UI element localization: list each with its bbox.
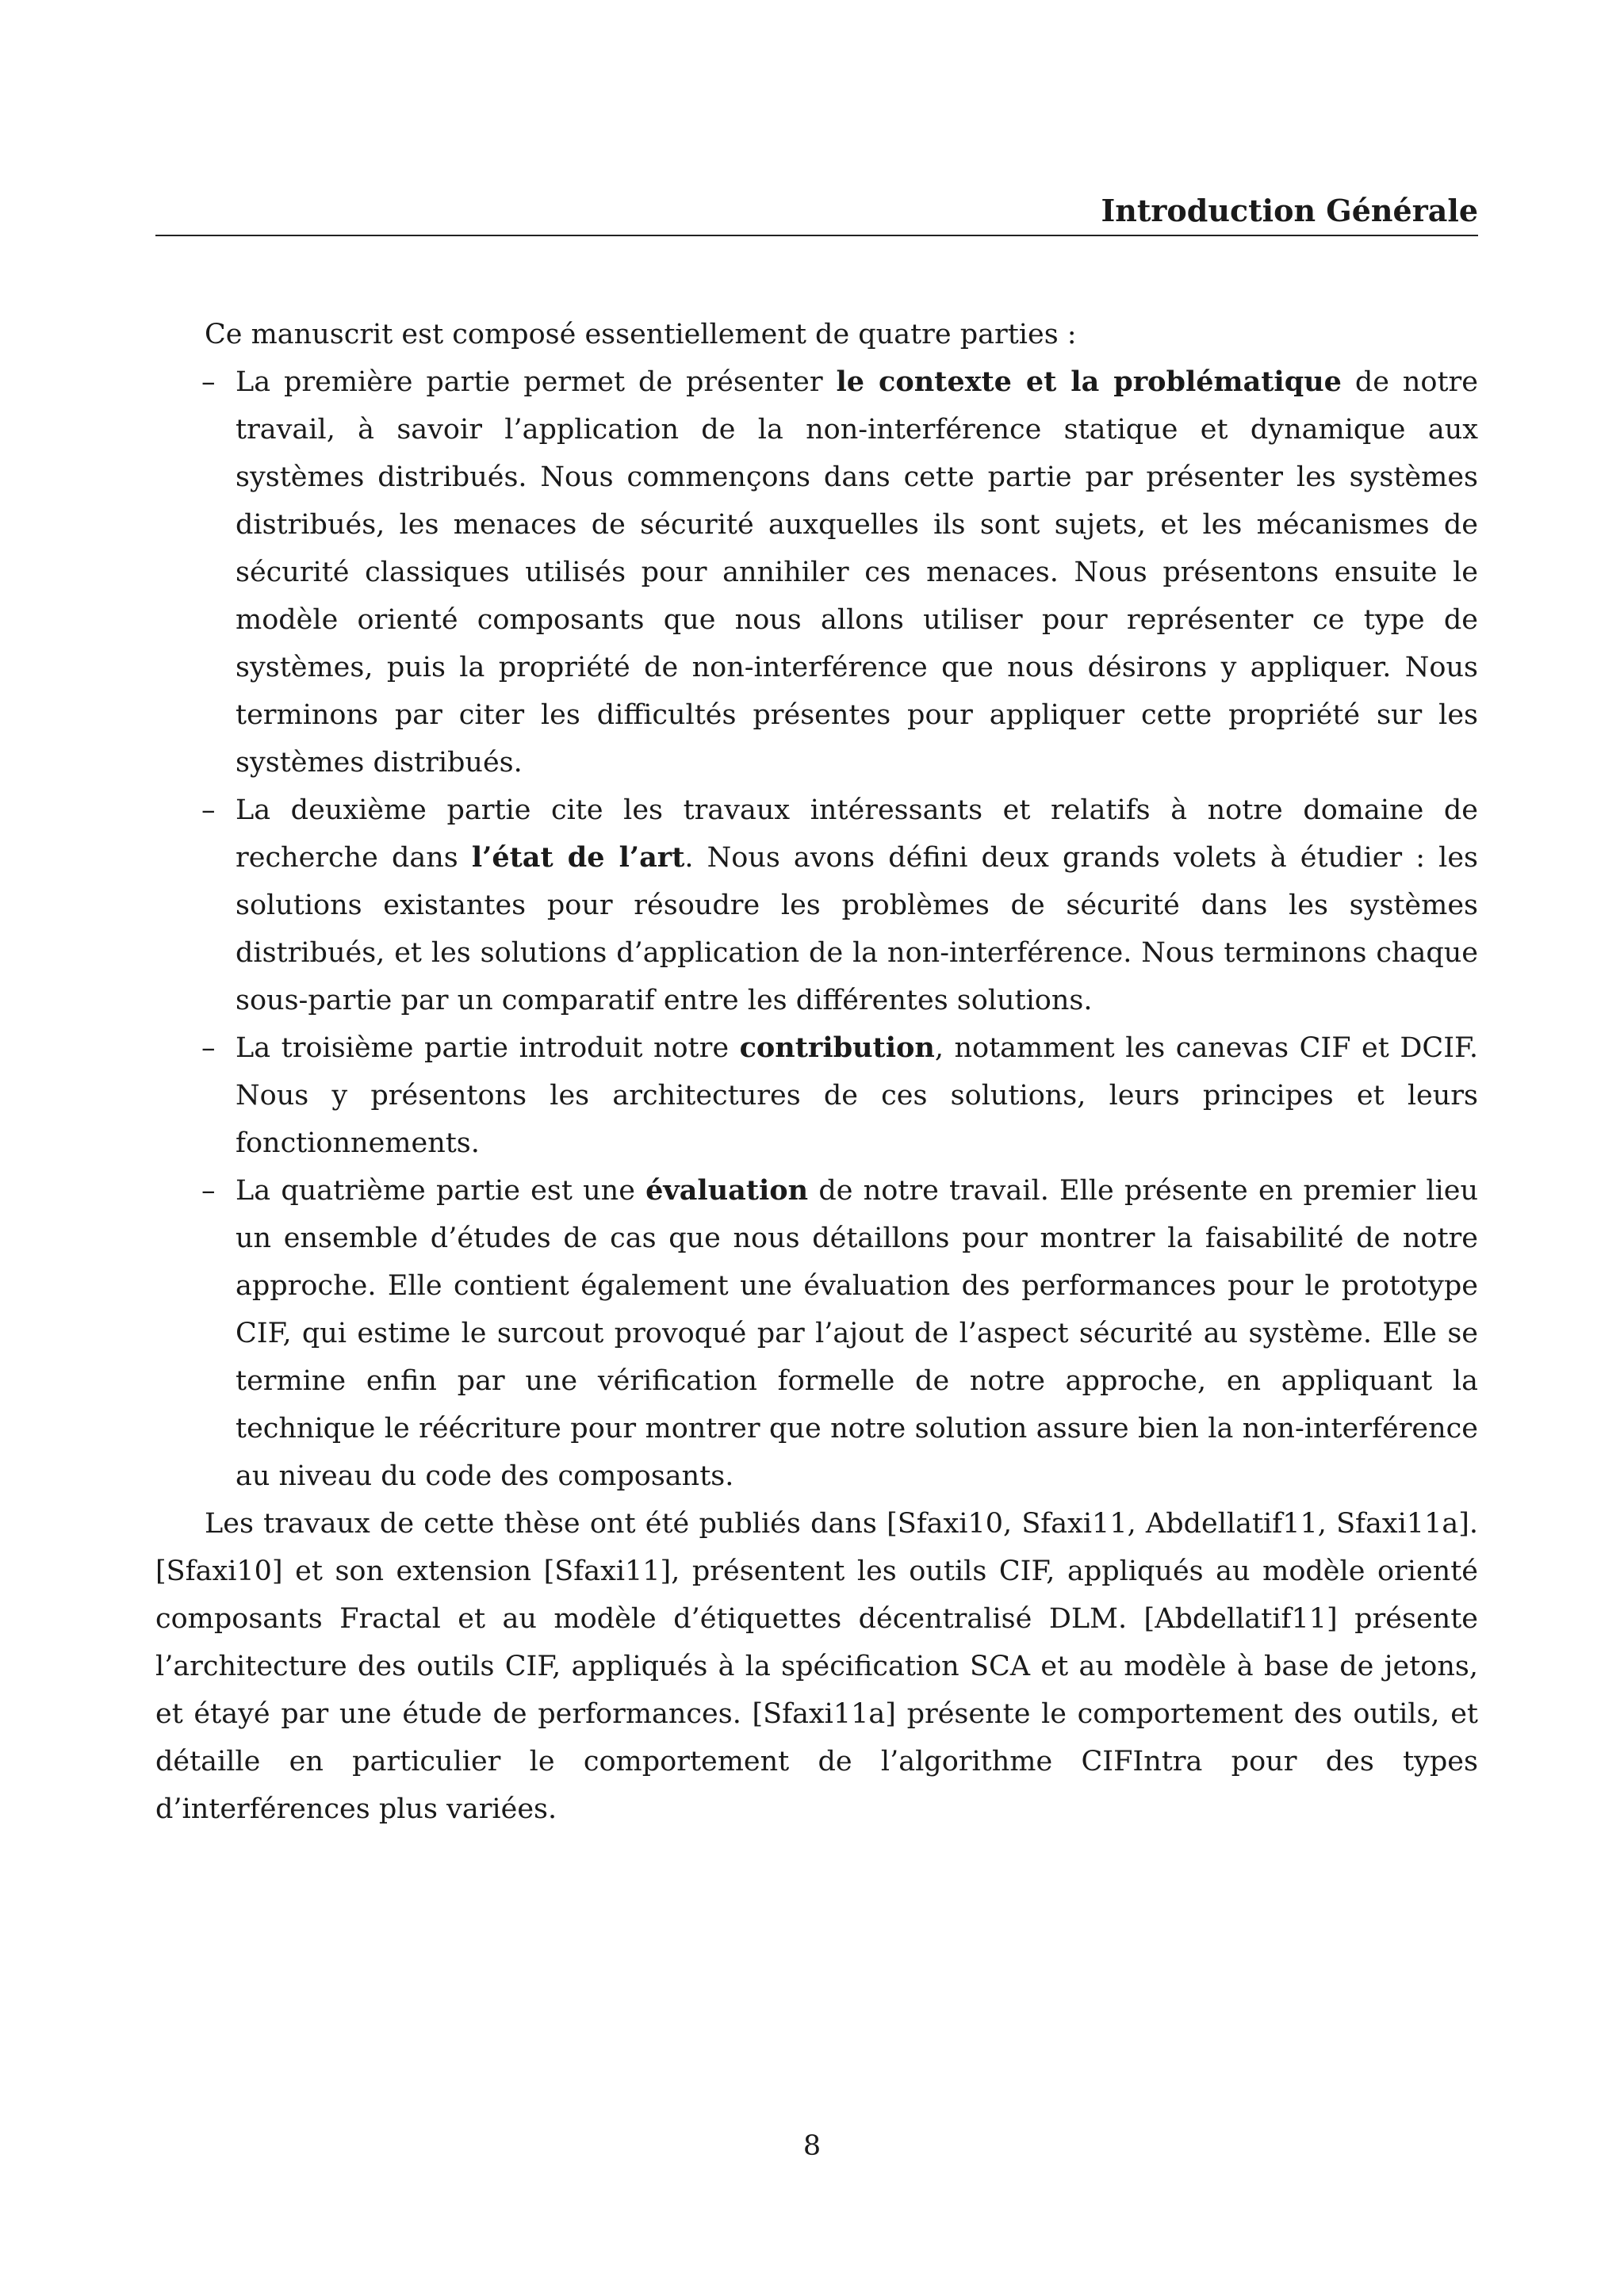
running-header bbox=[155, 187, 1478, 235]
list-item: – La première partie permet de présenter le contexte et la problématique de notre travail, à savoir l’application de la non-interférence statique et dynamique aux systèmes distribués. Nous commençons dans cette partie par présenter les systèmes distribués, les menaces de sécurité auxquelles ils sont sujets, et les mécanismes de sécurité classiques utilisés pour annihiler ces menaces. Nous présentons ensuite le modèle orienté composants que nous allons utiliser pour représenter ce type de systèmes, puis la propriété de non-interférence que nous désirons y appliquer. Nous terminons par citer les difficultés présentes pour appliquer cette propriété sur les systèmes distribués. bbox=[155, 358, 1478, 786]
intro-paragraph: Ce manuscrit est composé essentiellement de quatre parties : bbox=[205, 319, 1077, 350]
bold-term: le contexte et la problématique bbox=[836, 365, 1342, 398]
bold-term: évaluation bbox=[645, 1174, 809, 1207]
list-item: – La deuxième partie cite les travaux intéressants et relatifs à notre domaine de recherche dans l’état de l’art. Nous avons défini deux grands volets à étudier : les solutions existantes pour résoudre les problèmes de sécurité dans les systèmes distribués, et les solutions d’application de la non-interférence. Nous terminons chaque sous-partie par un comparatif entre les différentes solutions. bbox=[155, 786, 1478, 1024]
parts-list bbox=[155, 358, 1478, 1500]
page-number: 8 bbox=[802, 2130, 822, 2162]
page-body bbox=[155, 311, 1478, 1833]
bold-term: l’état de l’art bbox=[471, 841, 685, 874]
chapter-title: Introduction Générale bbox=[1101, 193, 1478, 228]
header-rule bbox=[155, 235, 1478, 236]
bold-term: contribution bbox=[739, 1031, 935, 1064]
list-item: – La quatrième partie est une évaluation de notre travail. Elle présente en premier lieu un ensemble d’études de cas que nous détaillons pour montrer la faisabilité de notre approche. Elle contient également une évaluation des performances pour le prototype CIF, qui estime le surcout provoqué par l’ajout de l’aspect sécurité au système. Elle se termine enfin par une vérification formelle de notre approche, en appliquant la technique le réécriture pour montrer que notre solution assure bien la non-interférence au niveau du code des composants. bbox=[155, 1167, 1478, 1500]
list-item: – La troisième partie introduit notre contribution, notamment les canevas CIF et DCIF. Nous y présentons les architectures de ces solutions, leurs principes et leurs fonctionnements. bbox=[155, 1024, 1478, 1167]
publications-paragraph: Les travaux de cette thèse ont été publiés dans [Sfaxi10, Sfaxi11, Abdellatif11, Sfaxi11a]. [Sfaxi10] et son extension [Sfaxi11], présentent les outils CIF, appliqués au modèle orienté composants Fractal et au modèle d’étiquettes décentralisé DLM. [Abdellatif11] présente l’architecture des outils CIF, appliqués à la spécification SCA et au modèle à base de jetons, et étayé par une étude de performances. [Sfaxi11a] présente le comportement des outils, et détaille en particulier le comportement de l’algorithme CIFIntra pour des types d’interférences plus variées. bbox=[155, 1508, 1478, 1825]
